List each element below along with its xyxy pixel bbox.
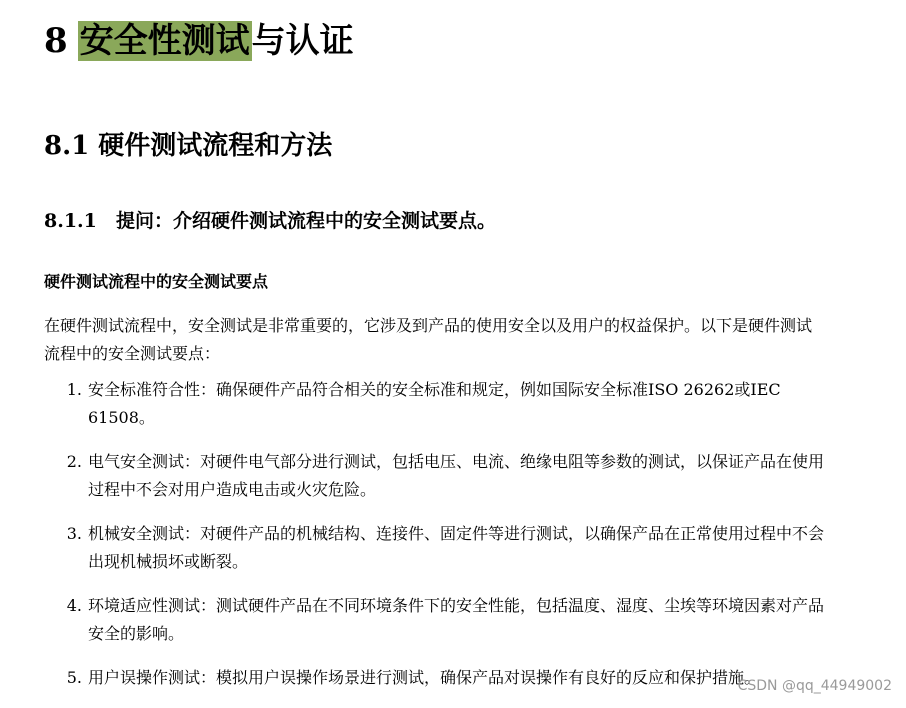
list-item-text: 机械安全测试：对硬件产品的机械结构、连接件、固定件等进行测试，以确保产品在正常使用过程中不会出现机械损坏或断裂。 bbox=[88, 524, 825, 571]
intro-paragraph: 在硬件测试流程中，安全测试是非常重要的，它涉及到产品的使用安全以及用户的权益保护。以下是硬件测试流程中的安全测试要点： bbox=[44, 316, 813, 363]
list-item-marker: 1. bbox=[66, 380, 82, 399]
list-item-text: 电气安全测试：对硬件电气部分进行测试，包括电压、电流、绝缘电阻等参数的测试，以保证产品在使用过程中不会对用户造成电击或火灾危险。 bbox=[88, 452, 825, 499]
list-item-marker: 4. bbox=[66, 596, 82, 615]
list-item-marker: 5. bbox=[66, 668, 82, 687]
list-item bbox=[44, 376, 824, 432]
heading-level-1 bbox=[44, 14, 354, 68]
heading-level-1-number: 8 bbox=[44, 21, 68, 61]
heading-level-3 bbox=[44, 206, 496, 236]
heading-level-1-rest: 与认证 bbox=[251, 21, 354, 61]
heading-level-3-text: 提问：介绍硬件测试流程中的安全测试要点。 bbox=[116, 210, 497, 232]
list-item bbox=[44, 448, 824, 504]
list-item bbox=[44, 592, 824, 648]
heading-level-4: 硬件测试流程中的安全测试要点 bbox=[44, 272, 269, 291]
list-item-text: 安全标准符合性：确保硬件产品符合相关的安全标准和规定，例如国际安全标准ISO 26262或IEC 61508。 bbox=[88, 380, 781, 427]
list-item-marker: 3. bbox=[66, 524, 82, 543]
list-item-text: 用户误操作测试：模拟用户误操作场景进行测试，确保产品对误操作有良好的反应和保护措施。 bbox=[88, 668, 761, 687]
heading-level-2: 8.1 硬件测试流程和方法 bbox=[44, 131, 333, 161]
highlighted-text: 安全性测试 bbox=[79, 21, 250, 61]
csdn-watermark: CSDN @qq_44949002 bbox=[737, 678, 892, 694]
list-item bbox=[44, 664, 824, 692]
list-item-text: 环境适应性测试：测试硬件产品在不同环境条件下的安全性能，包括温度、湿度、尘埃等环境因素对产品安全的影响。 bbox=[88, 596, 825, 643]
heading-level-3-number: 8.1.1 bbox=[44, 210, 97, 232]
list-item-marker: 2. bbox=[66, 452, 82, 471]
safety-test-list bbox=[44, 376, 824, 708]
list-item bbox=[44, 520, 824, 576]
